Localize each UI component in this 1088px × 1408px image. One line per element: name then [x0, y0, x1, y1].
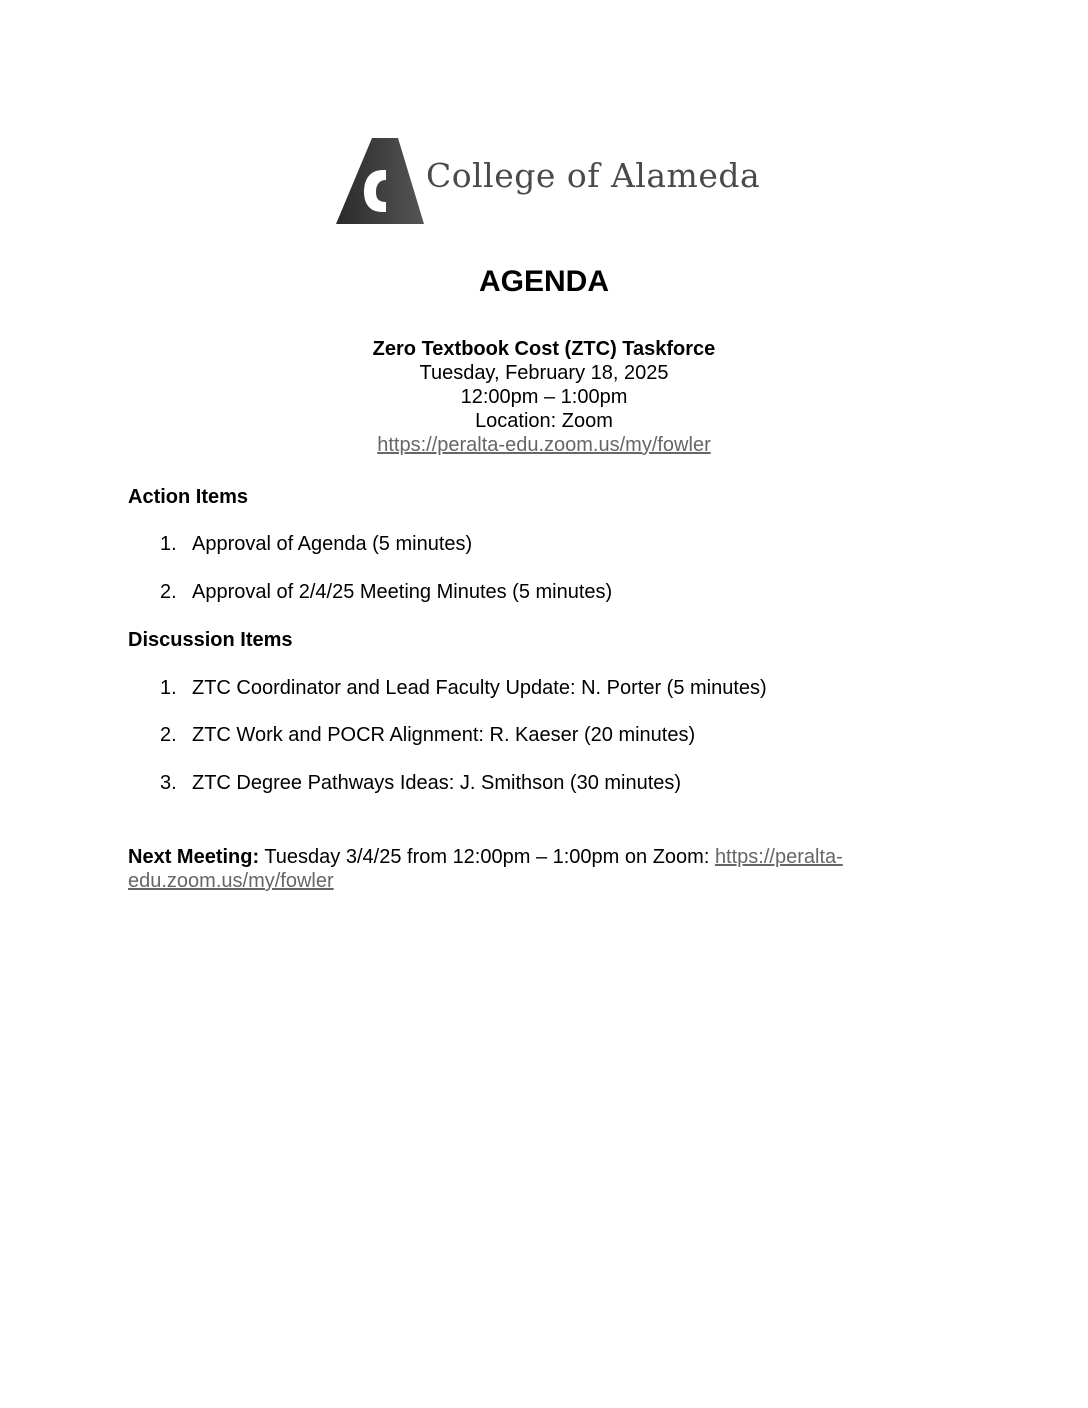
discussion-item-text: ZTC Degree Pathways Ideas: J. Smithson (30 minutes) [192, 772, 682, 794]
discussion-item-number: 3. [160, 772, 177, 794]
action-item-text: Approval of 2/4/25 Meeting Minutes (5 minutes) [192, 581, 613, 603]
discussion-item-text: ZTC Work and POCR Alignment: R. Kaeser (20 minutes) [192, 724, 696, 746]
next-meeting-text: Tuesday 3/4/25 from 12:00pm – 1:00pm on Zoom: [259, 846, 715, 868]
meeting-time: 12:00pm – 1:00pm [460, 386, 628, 408]
college-logo-text: College of Alameda [426, 156, 761, 195]
page-title: AGENDA [478, 265, 609, 298]
action-items-heading: Action Items [128, 486, 249, 508]
next-meeting-label: Next Meeting: [128, 846, 260, 868]
discussion-item-text: ZTC Coordinator and Lead Faculty Update: N. Porter (5 minutes) [192, 677, 767, 699]
action-item [160, 581, 612, 604]
meeting-location: Location: Zoom [475, 410, 613, 432]
discussion-item-number: 1. [160, 677, 177, 699]
next-meeting-link-part1[interactable]: https://peralta- [714, 846, 843, 868]
discussion-item [160, 724, 695, 747]
next-meeting-link-part2[interactable]: edu.zoom.us/my/fowler [128, 870, 334, 892]
meeting-zoom-link[interactable]: https://peralta-edu.zoom.us/my/fowler [377, 434, 711, 456]
action-item-text: Approval of Agenda (5 minutes) [192, 533, 473, 555]
discussion-item [160, 772, 681, 795]
meeting-date: Tuesday, February 18, 2025 [419, 362, 669, 384]
action-item-number: 1. [160, 533, 177, 555]
discussion-item-number: 2. [160, 724, 177, 746]
next-meeting [128, 845, 928, 893]
discussion-item [160, 677, 767, 700]
discussion-items-heading: Discussion Items [128, 629, 293, 651]
college-logo-icon [336, 138, 424, 224]
meeting-name: Zero Textbook Cost (ZTC) Taskforce [372, 338, 716, 360]
meeting-header [0, 337, 1088, 457]
college-logo [336, 138, 761, 224]
action-item-number: 2. [160, 581, 177, 603]
action-item [160, 533, 472, 556]
